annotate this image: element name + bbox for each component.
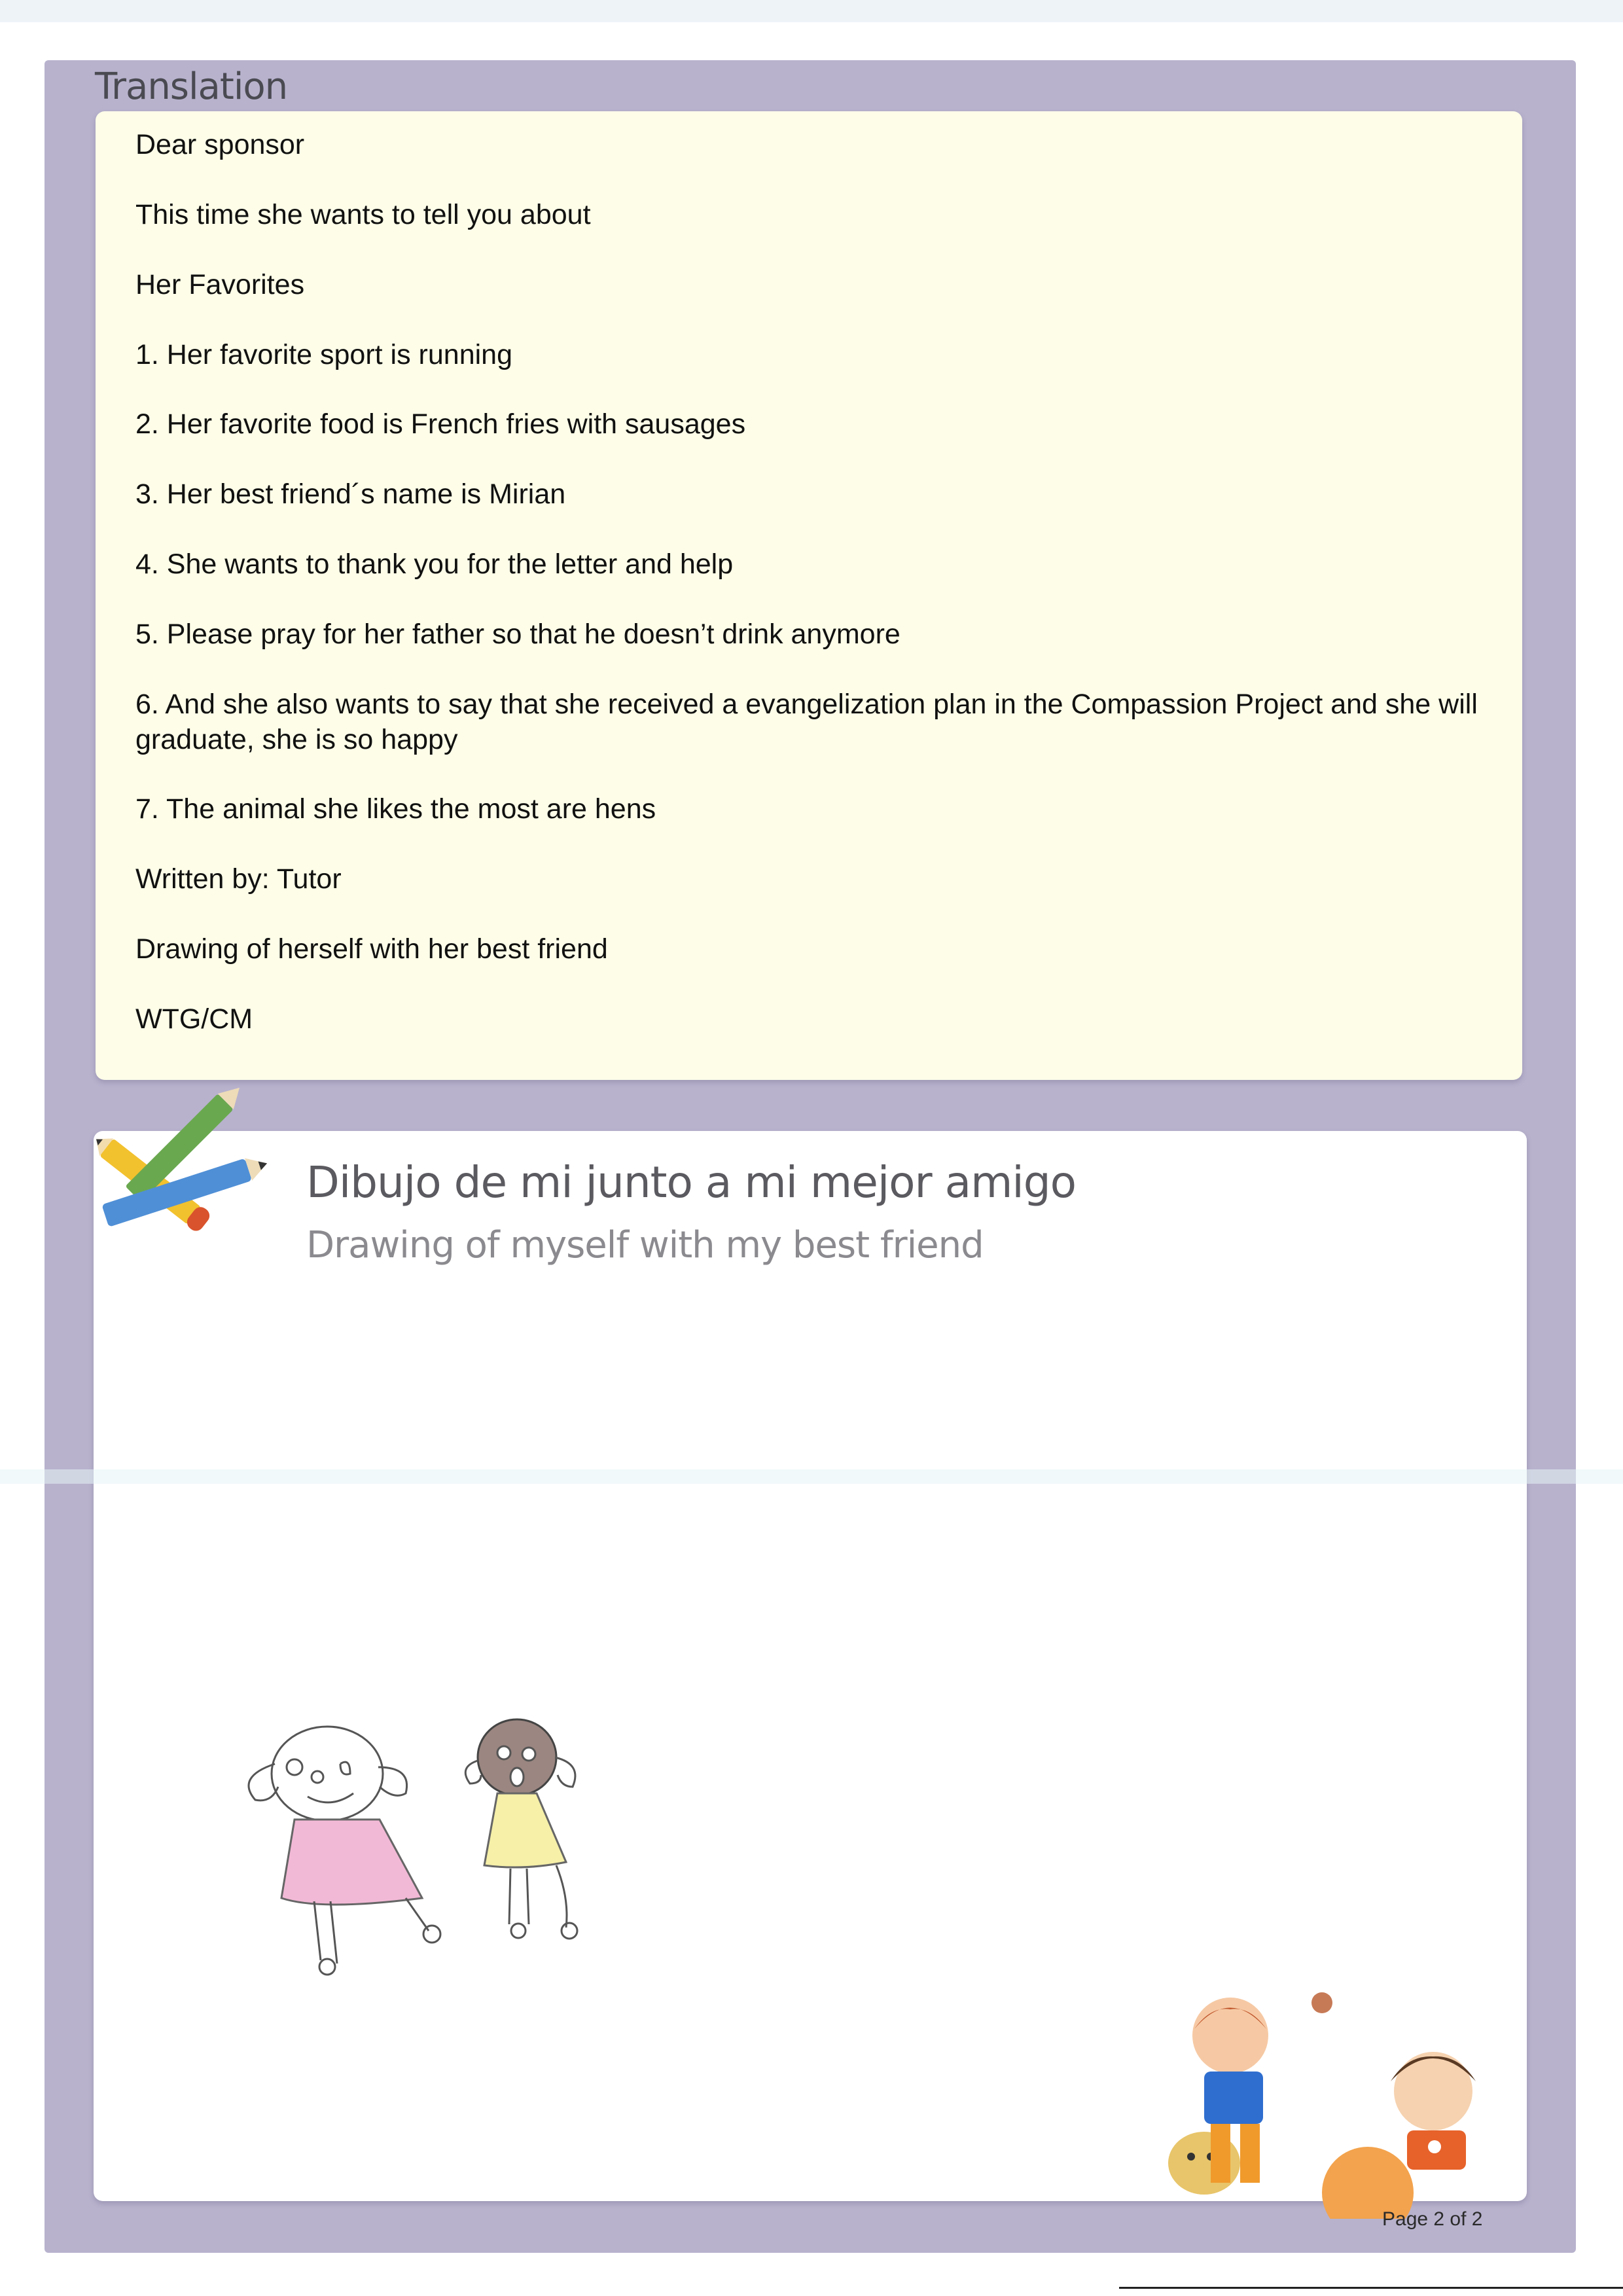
letter-line: 4. She wants to thank you for the letter and help — [135, 548, 734, 580]
scan-band — [0, 1469, 1623, 1484]
child-drawing-two-friends — [216, 1702, 622, 1990]
letter-line: 1. Her favorite sport is running — [135, 339, 512, 370]
letter-line: Written by: Tutor — [135, 863, 342, 895]
translation-title: Translation — [95, 65, 288, 108]
letter-line: 3. Her best friend´s name is Mirian — [135, 478, 566, 510]
letter-line: 2. Her favorite food is French fries with sausages — [135, 408, 746, 440]
letter-line: This time she wants to tell you about — [135, 199, 591, 230]
page-number: Page 2 of 2 — [1382, 2208, 1483, 2230]
letter-line: Her Favorites — [135, 269, 305, 300]
letter-line: 7. The animal she likes the most are hens — [135, 793, 656, 825]
letter-line: 5. Please pray for her father so that he doesn’t drink anymore — [135, 619, 901, 650]
letter-line: Drawing of herself with her best friend — [135, 933, 608, 965]
drawing-heading-english: Drawing of myself with my best friend — [306, 1224, 984, 1266]
letter-line: Dear sponsor — [135, 129, 305, 160]
bottom-rule — [1119, 2287, 1623, 2289]
scan-top-strip — [0, 0, 1623, 22]
children-playing-illustration — [1132, 1983, 1525, 2219]
colored-pencils-icon — [54, 1080, 289, 1263]
letter-line: 6. And she also wants to say that she received a evangelization plan in the Compassion Project and she will graduate, she is so happy — [135, 689, 1486, 755]
letter-line: WTG/CM — [135, 1003, 253, 1035]
drawing-heading-spanish: Dibujo de mi junto a mi mejor amigo — [306, 1157, 1077, 1208]
